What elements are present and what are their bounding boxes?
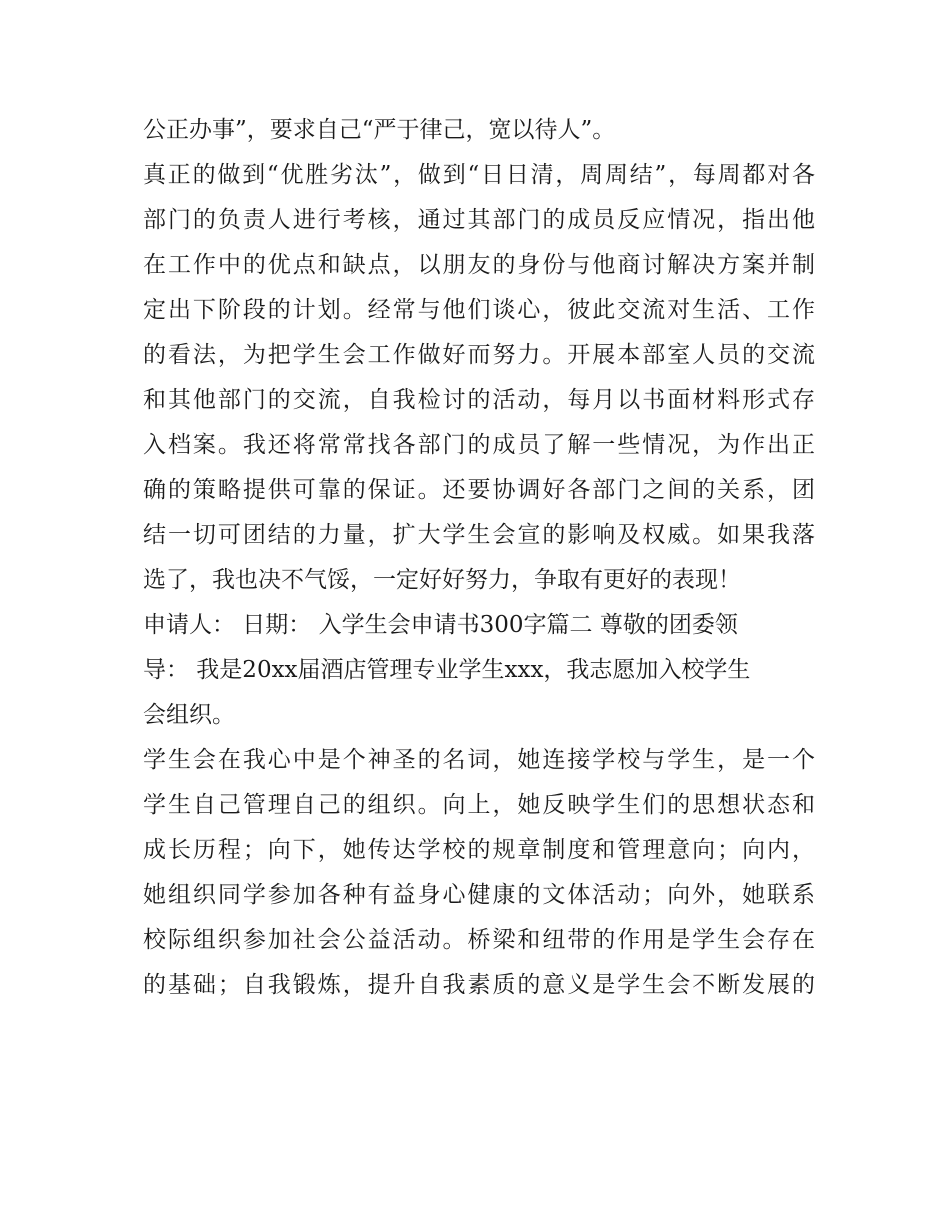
text-line: 成长历程；向下，她传达学校的规章制度和管理意向；向内， xyxy=(143,837,815,863)
text-line: 选了，我也决不气馁，一定好好努力，争取有更好的表现！ xyxy=(143,567,741,593)
text-line: 公正办事”，要求自己“严于律己，宽以待人”。 xyxy=(143,117,616,143)
text-line: 她组织同学参加各种有益身心健康的文体活动；向外，她联系 xyxy=(143,882,815,908)
text-line: 和其他部门的交流，自我检讨的活动，每月以书面材料形式存 xyxy=(143,387,815,413)
text-line: 会组织。 xyxy=(143,702,235,728)
text-line: 申请人： 日期： 入学生会申请书300字篇二 尊敬的团委领 xyxy=(143,612,738,638)
text-line: 入档案。我还将常常找各部门的成员了解一些情况，为作出正 xyxy=(143,432,815,458)
text-line: 在工作中的优点和缺点，以朋友的身份与他商讨解决方案并制 xyxy=(143,252,815,278)
text-line: 学生会在我心中是个神圣的名词，她连接学校与学生，是一个 xyxy=(143,747,815,773)
text-line: 学生自己管理自己的组织。向上，她反映学生们的思想状态和 xyxy=(143,792,815,818)
text-line: 校际组织参加社会公益活动。桥梁和纽带的作用是学生会存在 xyxy=(143,927,815,953)
body-text xyxy=(143,108,815,1008)
text-line: 部门的负责人进行考核，通过其部门的成员反应情况，指出他 xyxy=(143,207,815,233)
text-line: 的看法，为把学生会工作做好而努力。开展本部室人员的交流 xyxy=(143,342,815,368)
text-line: 导： 我是20xx届酒店管理专业学生xxx，我志愿加入校学生 xyxy=(143,657,751,683)
text-line: 真正的做到“优胜劣汰”，做到“日日清，周周结”，每周都对各 xyxy=(143,162,815,188)
text-line: 确的策略提供可靠的保证。还要协调好各部门之间的关系，团 xyxy=(143,477,815,503)
text-line: 定出下阶段的计划。经常与他们谈心，彼此交流对生活、工作 xyxy=(143,297,815,323)
text-line: 的基础；自我锻炼，提升自我素质的意义是学生会不断发展的 xyxy=(143,972,815,998)
text-line: 结一切可团结的力量，扩大学生会宣的影响及权威。如果我落 xyxy=(143,522,815,548)
